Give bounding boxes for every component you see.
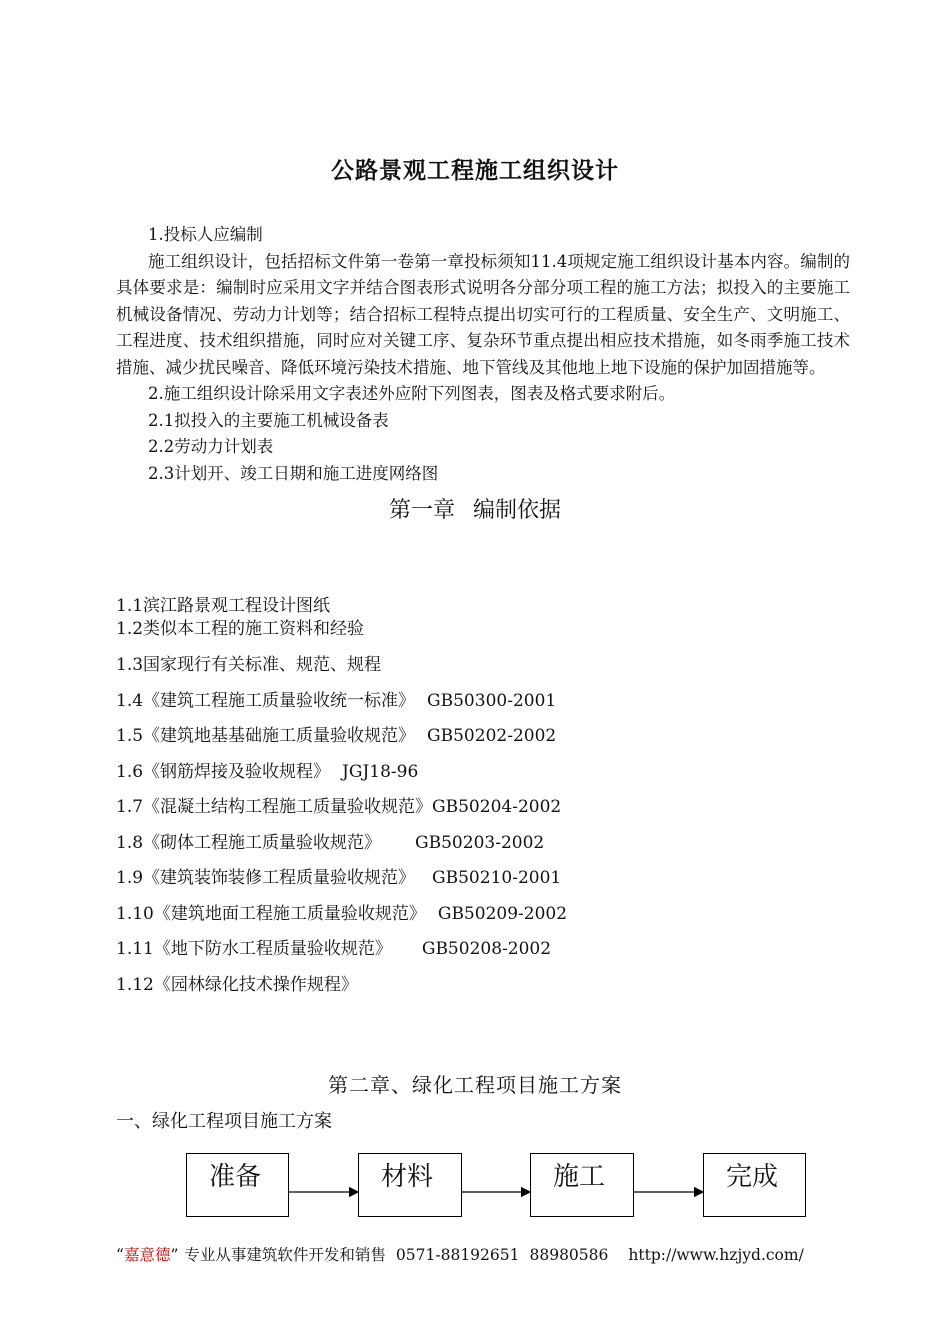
chapter-1-name: 编制依据 <box>473 498 562 523</box>
chapter-1-prefix: 第一章 <box>388 498 455 523</box>
intro-paragraph-1: 1.投标人应编制 <box>148 225 263 244</box>
basis-label: 1.6《钢筋焊接及验收规程》 <box>116 762 331 782</box>
basis-code: GB50300-2001 <box>427 691 557 711</box>
intro-paragraph-4: 2.1拟投入的主要施工机械设备表 <box>148 410 389 430</box>
basis-code: GB50203-2002 <box>415 833 545 853</box>
basis-label: 1.7《混凝土结构工程施工质量验收规范》 <box>116 797 433 817</box>
chapter-2-heading: 第二章、绿化工程项目施工方案 <box>328 1073 622 1097</box>
basis-label: 1.11《地下防水工程质量验收规范》 <box>116 939 392 959</box>
flow-step-prepare: 准备 <box>186 1153 289 1217</box>
basis-label: 1.3国家现行有关标准、规范、规程 <box>116 655 382 675</box>
basis-code: GB50204-2002 <box>432 797 562 817</box>
basis-label: 1.9《建筑装饰装修工程质量验收规范》 <box>116 868 416 888</box>
footer-description: 专业从事建筑软件开发和销售 <box>184 1246 386 1264</box>
flow-step-construction: 施工 <box>530 1153 634 1217</box>
footer-quote-close: ” <box>170 1246 179 1264</box>
intro-paragraph-2: 施工组织设计，包括招标文件第一卷第一章投标须知11.4项规定施工组织设计基本内容。编制的具体要求是：编制时应采用文字并结合图表形式说明各分部分项工程的施工方法；拟投入的主要施工机械设备情况、劳动力计划等；结合招标工程特点提出切实可行的工程质量、安全生产、文明施工、工程进度、技术组织措施，同时应对关键工序、复杂环节重点提出相应技术措施，如冬雨季施工技术措施、减少扰民噪音、降低环境污染技术措施、地下管线及其他地上地下设施的保护加固措施等。 <box>116 251 850 377</box>
intro-paragraph-5: 2.2劳动力计划表 <box>148 437 274 456</box>
footer-phone-1: 0571-88192651 <box>395 1246 520 1264</box>
intro-paragraph-3: 2.施工组织设计除采用文字表述外应附下列图表，图表及格式要求附后。 <box>148 384 676 403</box>
basis-label: 1.5《建筑地基基础施工质量验收规范》 <box>116 726 416 746</box>
basis-label: 1.12《园林绿化技术操作规程》 <box>116 975 358 995</box>
flow-step-complete: 完成 <box>703 1153 806 1217</box>
document-title: 公路景观工程施工组织设计 <box>331 157 619 184</box>
page-footer <box>116 1243 804 1265</box>
basis-label: 1.8《砌体工程施工质量验收规范》 <box>116 833 382 853</box>
footer-phone-2: 88980586 <box>529 1246 609 1264</box>
basis-code: GB50202-2002 <box>427 726 557 746</box>
section-1-heading: 一、绿化工程项目施工方案 <box>116 1111 332 1132</box>
basis-label: 1.2类似本工程的施工资料和经验 <box>116 619 365 639</box>
footer-quote-open: “ <box>116 1246 124 1264</box>
basis-label: 1.1滨江路景观工程设计图纸 <box>116 596 331 616</box>
intro-paragraph-6: 2.3计划开、竣工日期和施工进度网络图 <box>148 463 439 483</box>
basis-label: 1.4《建筑工程施工质量验收统一标准》 <box>116 691 416 711</box>
basis-code: GB50210-2001 <box>432 868 562 888</box>
basis-code: JGJ18-96 <box>342 762 419 782</box>
basis-code: GB50208-2002 <box>421 939 552 959</box>
footer-brand: 嘉意德 <box>123 1246 171 1264</box>
basis-code: GB50209-2002 <box>437 904 568 924</box>
flow-step-materials: 材料 <box>358 1153 462 1217</box>
footer-url[interactable]: http://www.hzjyd.com/ <box>628 1246 804 1264</box>
basis-label: 1.10《建筑地面工程施工质量验收规范》 <box>116 904 426 924</box>
